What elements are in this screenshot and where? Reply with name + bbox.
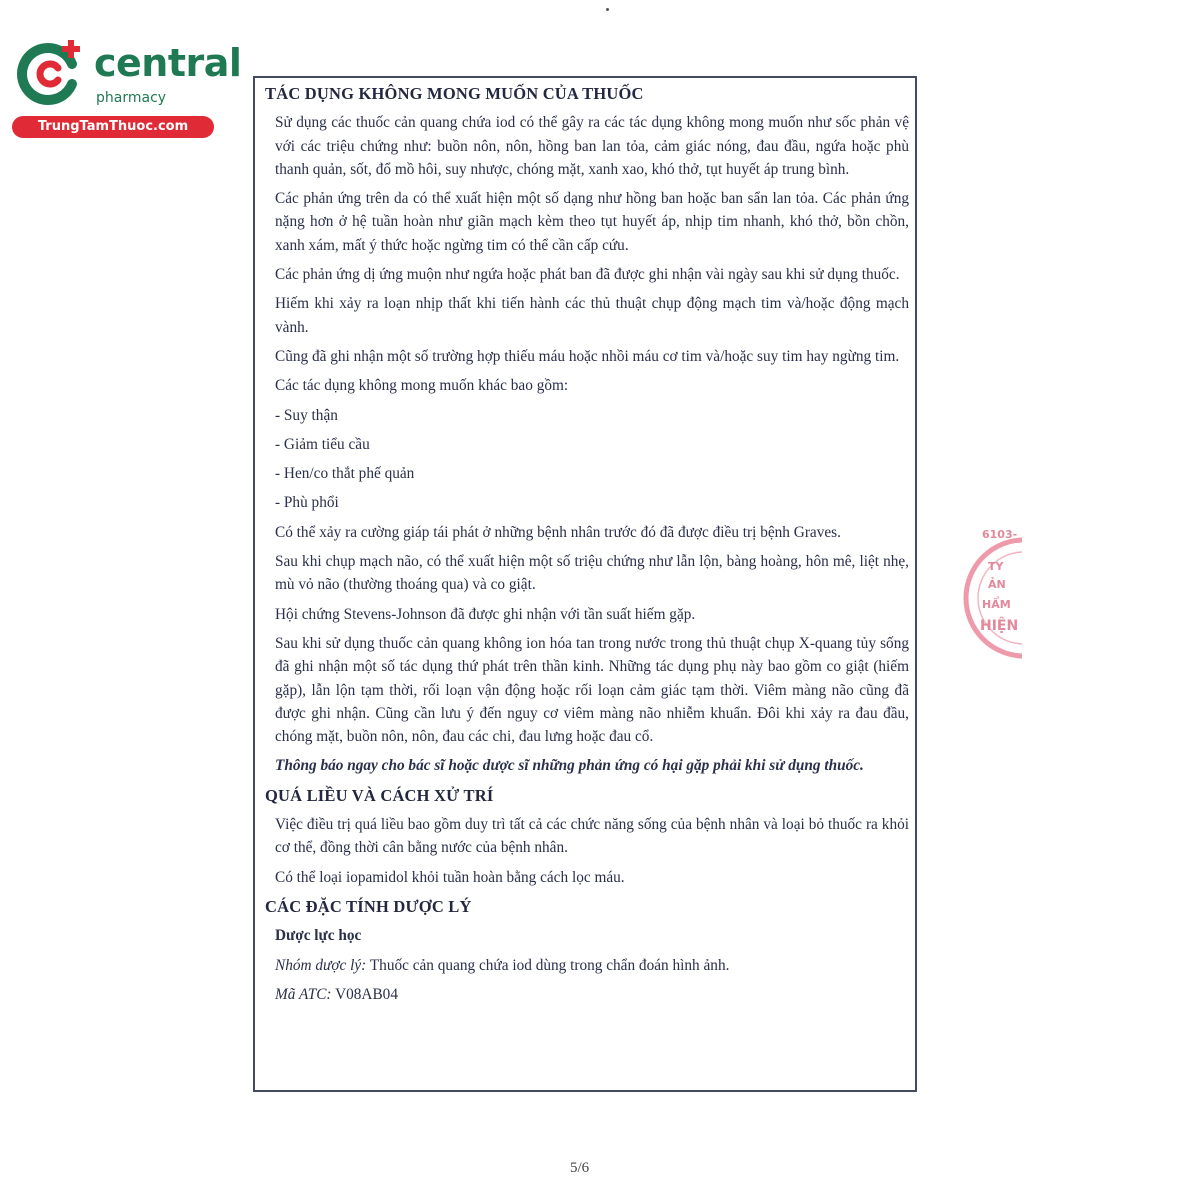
paragraph: Các phản ứng trên da có thể xuất hiện một số dạng như hồng ban hoặc ban sẩn lan tỏa. Các phản ứng nặng hơn ở hệ tuần hoàn như giãn mạch kèm theo tụt huyết áp, nhịp tim nhanh, khó thở, bồn chồn, xanh xám, mất ý thức hoặc ngừng tim có thể cần cấp cứu. — [275, 190, 909, 254]
stamp-text: 6103- — [982, 528, 1018, 541]
paragraph: Các tác dụng không mong muốn khác bao gồm: — [275, 377, 569, 395]
stamp-text: HẨM — [982, 598, 1011, 611]
paragraph: Hội chứng Stevens-Johnson đã được ghi nhận với tần suất hiếm gặp. — [275, 605, 696, 623]
stamp-text: ẢN — [988, 578, 1006, 591]
atc-code — [275, 983, 909, 1006]
pharmacy-cross-logo-icon — [12, 38, 84, 110]
list-item: - Hen/co thắt phế quản — [275, 465, 415, 483]
field-value: Thuốc cản quang chứa iod dùng trong chẩn đoán hình ảnh. — [366, 956, 730, 974]
list-item: - Giảm tiểu cầu — [275, 435, 370, 453]
company-stamp — [962, 518, 1022, 678]
paragraph: Sau khi chụp mạch não, có thể xuất hiện một số triệu chứng như lẫn lộn, bàng hoàng, hôn mê, liệt nhẹ, mù vỏ não (thường thoáng qua) và co giật. — [275, 553, 909, 594]
leaflet-panel — [253, 76, 917, 1092]
paragraph: Việc điều trị quá liều bao gồm duy trì tất cả các chức năng sống của bệnh nhân và loại bỏ thuốc ra khỏi cơ thể, đồng thời cân bằng nước của bệnh nhân. — [275, 816, 909, 857]
subheading-pharmacodynamics: Dược lực học — [275, 927, 362, 945]
paragraph: Sau khi sử dụng thuốc cản quang không ion hóa tan trong nước trong thủ thuật chụp X-quang tủy sống đã ghi nhận một số tác dụng thứ phát trên thần kinh. Những tác dụng phụ này bao gồm co giật (hiếm gặp), lẫn lộn tạm thời, rối loạn vận động hoặc rối loạn cảm giác tạm thời. Viêm màng não cũng đã được ghi nhận. Cũng cần lưu ý đến nguy cơ viêm màng não nhiễm khuẩn. Đôi khi xảy ra đau đầu, chóng mặt, buồn nôn, nôn, đau các chi, đau lưng hoặc đau cổ. — [275, 634, 909, 746]
field-label: Mã ATC: — [275, 985, 332, 1003]
brand-name: central — [94, 41, 242, 85]
warning-note: Thông báo ngay cho bác sĩ hoặc dược sĩ những phản ứng có hại gặp phải khi sử dụng thuốc. — [275, 757, 864, 775]
paragraph: Cũng đã ghi nhận một số trường hợp thiếu máu hoặc nhồi máu cơ tim và/hoặc suy tim hay ngừng tim. — [275, 347, 900, 365]
field-value: V08AB04 — [331, 985, 398, 1003]
page-number: 5/6 — [570, 1160, 590, 1176]
stamp-text: TY — [988, 560, 1004, 573]
brand-subtitle: pharmacy — [96, 90, 167, 106]
paragraph: Sử dụng các thuốc cản quang chứa iod có thể gây ra các tác dụng không mong muốn như sốc phản vệ với các triệu chứng như: buồn nôn, nôn, hồng ban lan tỏa, cảm giác nóng, đau đầu, ngứa hoặc phù thanh quản, sốt, đổ mồ hôi, suy nhược, chóng mặt, xanh xao, khó thở, tụt huyết áp trung bình. — [275, 114, 909, 178]
paragraph: Hiếm khi xảy ra loạn nhịp thất khi tiến hành các thủ thuật chụp động mạch tim và/hoặc động mạch vành. — [275, 295, 909, 336]
scan-speck — [606, 8, 609, 11]
paragraph: Có thể loại iopamidol khỏi tuần hoàn bằng cách lọc máu. — [275, 868, 625, 886]
brand-logo — [8, 34, 242, 144]
field-label: Nhóm dược lý: — [275, 956, 367, 974]
pharmacologic-group — [275, 954, 909, 977]
paragraph: Các phản ứng dị ứng muộn như ngứa hoặc phát ban đã được ghi nhận vài ngày sau khi sử dụng thuốc. — [275, 266, 900, 284]
stamp-text: HIỆN — [980, 618, 1019, 634]
section-heading-pharmacology: CÁC ĐẶC TÍNH DƯỢC LÝ — [265, 896, 472, 916]
section-heading-side-effects: TÁC DỤNG KHÔNG MONG MUỐN CỦA THUỐC — [265, 84, 644, 103]
list-item: - Phù phổi — [275, 494, 339, 512]
section-heading-overdose: QUÁ LIỀU VÀ CÁCH XỬ TRÍ — [265, 785, 494, 805]
paragraph: Có thể xảy ra cường giáp tái phát ở những bệnh nhân trước đó đã được điều trị bệnh Graves. — [275, 523, 841, 541]
list-item: - Suy thận — [275, 406, 338, 424]
brand-url-badge: TrungTamThuoc.com — [12, 116, 214, 138]
